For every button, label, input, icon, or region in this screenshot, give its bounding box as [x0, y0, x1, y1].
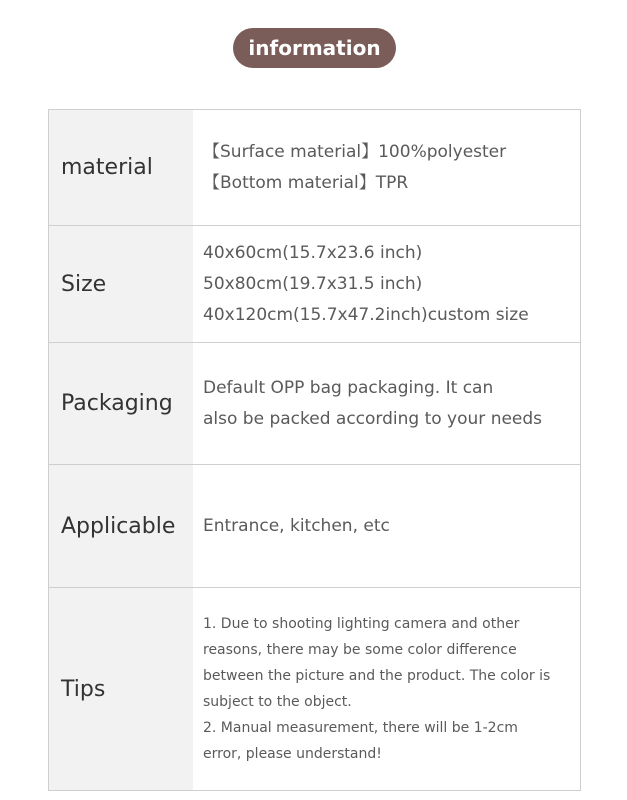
value-line: 【Surface material】100%polyester — [203, 141, 507, 162]
value-line: between the picture and the product. The color is — [203, 668, 551, 684]
spec-table — [48, 109, 581, 791]
value-line: Entrance, kitchen, etc — [203, 515, 390, 536]
value-line: subject to the object. — [203, 694, 352, 710]
value-line: also be packed according to your needs — [203, 408, 543, 429]
value-line: 2. Manual measurement, there will be 1-2cm — [203, 720, 518, 736]
table-row-packaging — [49, 343, 580, 465]
row-value — [193, 343, 580, 464]
row-label: material — [49, 110, 193, 225]
row-value — [193, 110, 580, 225]
value-line: 【Bottom material】TPR — [203, 172, 409, 193]
row-value — [193, 226, 580, 342]
row-label: Packaging — [49, 343, 193, 464]
row-label: Tips — [49, 588, 193, 790]
table-row-material — [49, 110, 580, 226]
value-line: reasons, there may be some color difference — [203, 642, 517, 658]
value-line: error, please understand! — [203, 746, 382, 762]
table-row-tips — [49, 588, 580, 790]
table-row-size — [49, 226, 580, 343]
row-label: Size — [49, 226, 193, 342]
value-line: 1. Due to shooting lighting camera and other — [203, 616, 520, 632]
value-line: 40x60cm(15.7x23.6 inch) — [203, 242, 423, 263]
value-line: 40x120cm(15.7x47.2inch)custom size — [203, 304, 529, 325]
row-value — [193, 588, 580, 790]
value-line: Default OPP bag packaging. It can — [203, 377, 494, 398]
value-line: 50x80cm(19.7x31.5 inch) — [203, 273, 423, 294]
row-label: Applicable — [49, 465, 193, 587]
information-title-badge: information — [233, 28, 396, 68]
table-row-applicable — [49, 465, 580, 588]
row-value — [193, 465, 580, 587]
